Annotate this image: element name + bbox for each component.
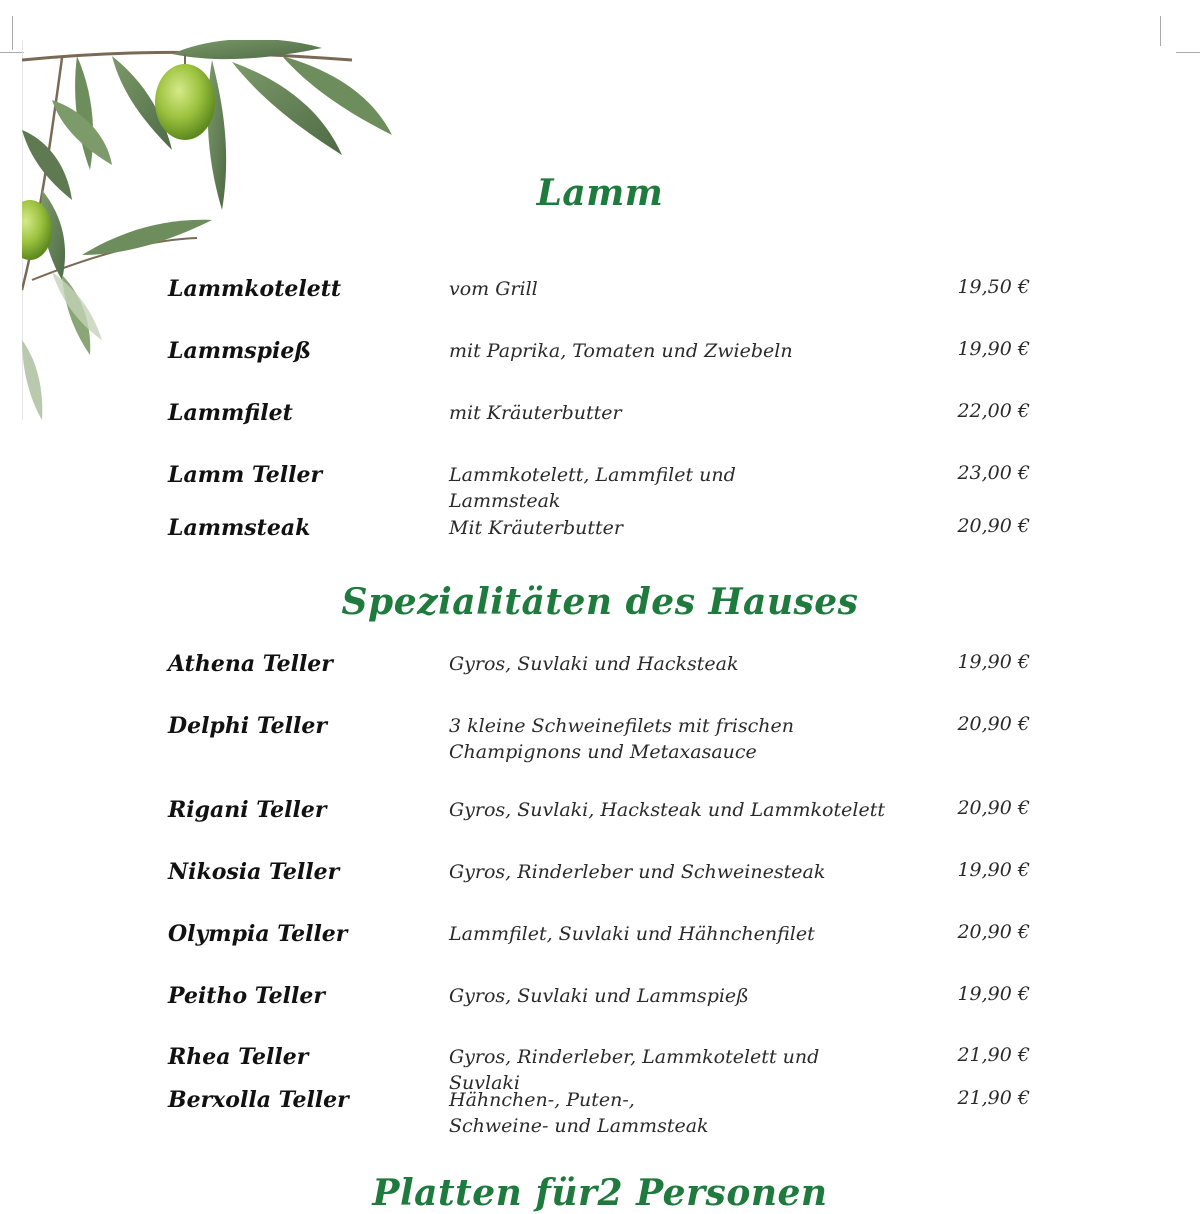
dish-name: Lammspieß: [168, 338, 312, 364]
dish-name: Berxolla Teller: [168, 1087, 349, 1113]
dish-price: 21,90 €: [957, 1044, 1030, 1066]
dish-price: 19,90 €: [957, 859, 1030, 881]
dish-name: Peitho Teller: [168, 983, 325, 1009]
dish-price: 20,90 €: [957, 713, 1030, 735]
dish-description: Mit Kräuterbutter: [449, 517, 624, 539]
section-title-platten: Platten für2 Personen: [372, 1172, 828, 1214]
dish-description: mit Paprika, Tomaten und Zwiebeln: [449, 340, 793, 362]
dish-description: Gyros, Suvlaki, Hacksteak und Lammkotelett: [449, 799, 885, 821]
dish-price: 20,90 €: [957, 921, 1030, 943]
dish-price: 20,90 €: [957, 515, 1030, 537]
dish-price: 23,00 €: [957, 462, 1030, 484]
dish-name: Nikosia Teller: [168, 859, 340, 885]
dish-description: 3 kleine Schweinefilets mit frischen Champignons und Metaxasauce: [449, 715, 795, 763]
dish-description: Gyros, Suvlaki und Lammspieß: [449, 985, 749, 1007]
dish-price: 19,90 €: [957, 651, 1030, 673]
dish-name: Rhea Teller: [168, 1044, 309, 1070]
dish-description: Gyros, Rinderleber und Schweinesteak: [449, 861, 826, 883]
dish-description: Hähnchen-, Puten-, Schweine- und Lammsteak: [449, 1089, 709, 1137]
dish-price: 19,90 €: [957, 983, 1030, 1005]
olive-branch-icon: [22, 40, 422, 430]
dish-description: mit Kräuterbutter: [449, 402, 622, 424]
dish-description: Lammkotelett, Lammfilet und Lammsteak: [449, 464, 736, 512]
dish-description: Lammfilet, Suvlaki und Hähnchenfilet: [449, 923, 815, 945]
dish-name: Athena Teller: [168, 651, 333, 677]
dish-name: Olympia Teller: [168, 921, 348, 947]
dish-price: 19,90 €: [957, 338, 1030, 360]
dish-price: 19,50 €: [957, 276, 1030, 298]
dish-description: Gyros, Suvlaki und Hacksteak: [449, 653, 739, 675]
dish-name: Delphi Teller: [168, 713, 327, 739]
dish-price: 22,00 €: [957, 400, 1030, 422]
crop-mark: [12, 16, 13, 50]
crop-mark: [1176, 52, 1200, 53]
section-title-spezialitaeten: Spezialitäten des Hauses: [341, 581, 859, 623]
dish-name: Lammsteak: [168, 515, 311, 541]
dish-name: Lamm Teller: [168, 462, 323, 488]
dish-name: Lammkotelett: [168, 276, 342, 302]
dish-description: vom Grill: [449, 278, 538, 300]
crop-mark: [0, 52, 24, 53]
dish-price: 21,90 €: [957, 1087, 1030, 1109]
section-title-lamm: Lamm: [536, 172, 664, 214]
dish-price: 20,90 €: [957, 797, 1030, 819]
dish-description: Gyros, Rinderleber, Lammkotelett und Suvlaki: [449, 1046, 820, 1094]
dish-name: Lammfilet: [168, 400, 293, 426]
dish-name: Rigani Teller: [168, 797, 327, 823]
crop-mark: [1160, 16, 1161, 46]
